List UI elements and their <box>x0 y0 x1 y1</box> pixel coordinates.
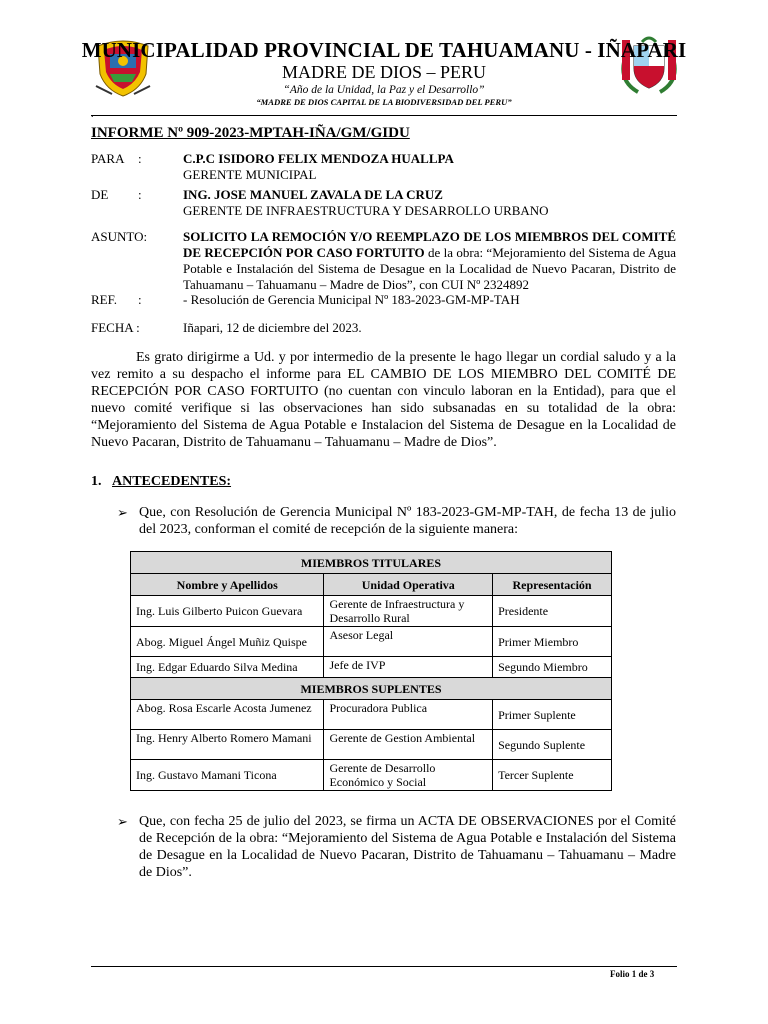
body-paragraph: Es grato dirigirme a Ud. y por intermedio de la presente le hago llegar un cordial saludo y a la vez remito a su despacho el informe para EL CAMBIO DE LOS MIEMBRO DEL COMITÉ DE RECEPCIÓN POR CASO FORTUITO (no cuentan con vinculo laboran en la Entidad), para que el nuevo comité verifique si las observaciones han sido subsanadas en su totalidad de la obra: “Mejoramiento del Sistema de Agua Potable e Instalacion del Sistema de Desague en la Localidad de Nuevo Pacaran, Distrito de Tahuamanu – Tahuamanu – Madre de Dios”. <box>91 350 676 450</box>
table-cell: Ing. Edgar Eduardo Silva Medina <box>131 657 324 678</box>
report-number: INFORME Nº 909-2023-MPTAH-IÑA/GM/GIDU <box>91 125 410 141</box>
table-row <box>131 657 612 678</box>
table-cell: Segundo Suplente <box>493 730 612 760</box>
table-cell: Jefe de IVP <box>324 657 493 678</box>
table-row <box>131 760 612 791</box>
table-column-header-row <box>131 574 612 596</box>
table-group-header-row <box>131 678 612 700</box>
table-row <box>131 627 612 657</box>
region-subtitle: MADRE DE DIOS – PERU <box>281 62 486 82</box>
de-value <box>183 187 676 219</box>
table-cell: Primer Suplente <box>493 700 612 730</box>
ref-value: - Resolución de Gerencia Municipal Nº 183-2023-GM-MP-TAH <box>183 292 520 307</box>
para-name: C.P.C ISIDORO FELIX MENDOZA HUALLPA <box>183 151 454 166</box>
table-cell: Abog. Rosa Escarle Acosta Jumenez <box>131 700 324 730</box>
region-motto: “MADRE DE DIOS CAPITAL DE LA BIODIVERSIDAD DEL PERU” <box>256 97 512 107</box>
de-label: DE <box>91 187 109 202</box>
table-cell: Primer Miembro <box>493 627 612 657</box>
fecha-label: FECHA : <box>91 320 140 335</box>
section-number: 1. <box>91 474 102 489</box>
column-header: Representación <box>493 574 612 596</box>
asunto-bold: SOLICITO LA REMOCIÓN Y/O REEMPLAZO DE LOS MIEMBROS DEL COMITÉ DE RECEPCIÓN POR CASO FORTUITO <box>183 229 676 260</box>
de-colon: : <box>138 187 142 202</box>
year-motto: “Año de la Unidad, la Paz y el Desarrollo” <box>283 84 485 96</box>
table-cell: Ing. Henry Alberto Romero Mamani <box>131 730 324 760</box>
para-value <box>183 151 676 183</box>
de-role: GERENTE DE INFRAESTRUCTURA Y DESARROLLO URBANO <box>183 203 549 218</box>
table-group-header-row <box>131 552 612 574</box>
table-cell: Presidente <box>493 596 612 627</box>
page-folio: Folio 1 de 3 <box>610 969 655 979</box>
bullet-2-text: Que, con fecha 25 de julio del 2023, se firma un ACTA DE OBSERVACIONES por el Comité de Recepción de la obra: “Mejoramiento del Sistema de Agua Potable e Instalación del Sistema de Desague en la Localidad de Nuevo Pacaran, Distrito de Tahuamanu – Tahuamanu – Madre de Dios”. <box>139 814 676 880</box>
para-role: GERENTE MUNICIPAL <box>183 167 317 182</box>
table-cell: Asesor Legal <box>324 627 493 657</box>
ref-colon: : <box>138 292 142 307</box>
header-dot: . <box>91 109 94 120</box>
table-cell: Segundo Miembro <box>493 657 612 678</box>
bullet-item-2 <box>117 813 676 881</box>
table-cell: Gerente de Gestion Ambiental <box>324 730 493 760</box>
asunto-value <box>183 229 676 293</box>
bullet-item-1 <box>117 504 676 538</box>
section-antecedentes <box>91 474 231 490</box>
para-colon: : <box>138 151 142 166</box>
column-header: Unidad Operativa <box>324 574 493 596</box>
fecha-value: Iñapari, 12 de diciembre del 2023. <box>183 320 362 335</box>
table-cell: Ing. Gustavo Mamani Ticona <box>131 760 324 791</box>
table-row <box>131 730 612 760</box>
titulares-header: MIEMBROS TITULARES <box>131 552 612 574</box>
arrow-bullet-icon: ➢ <box>117 505 128 520</box>
asunto-rest: de la obra: “Mejoramiento del Sistema de Agua Potable e Instalación del Sistema de Desague en la Localidad de Nuevo Pacaran, Distrito de Tahuamanu – Tahuamanu – Madre de Dios”, con CUI Nº 2324892 <box>183 245 676 292</box>
column-header: Nombre y Apellidos <box>131 574 324 596</box>
footer-divider <box>91 966 677 967</box>
header-divider <box>91 115 677 116</box>
para-label: PARA <box>91 151 125 166</box>
table-row <box>131 700 612 730</box>
section-title: ANTECEDENTES: <box>112 474 232 489</box>
table-cell: Procuradora Publica <box>324 700 493 730</box>
de-name: ING. JOSE MANUEL ZAVALA DE LA CRUZ <box>183 187 443 202</box>
asunto-label: ASUNTO: <box>91 229 148 244</box>
table-row <box>131 596 612 627</box>
table-cell: Abog. Miguel Ángel Muñiz Quispe <box>131 627 324 657</box>
suplentes-header: MIEMBROS SUPLENTES <box>131 678 612 700</box>
table-cell: Gerente de Infraestructura y Desarrollo Rural <box>324 596 493 627</box>
table-cell: Ing. Luis Gilberto Puicon Guevara <box>131 596 324 627</box>
arrow-bullet-icon: ➢ <box>117 814 128 829</box>
table-cell: Tercer Suplente <box>493 760 612 791</box>
bullet-1-text: Que, con Resolución de Gerencia Municipal Nº 183-2023-GM-MP-TAH, de fecha 13 de julio del 2023, conforman el comité de recepción de la siguiente manera: <box>139 505 676 537</box>
municipality-title: MUNICIPALIDAD PROVINCIAL DE TAHUAMANU - IÑAPARI <box>81 38 687 62</box>
ref-label: REF. <box>91 292 118 307</box>
table-cell: Gerente de Desarrollo Económico y Social <box>324 760 493 791</box>
committee-table <box>130 551 612 791</box>
